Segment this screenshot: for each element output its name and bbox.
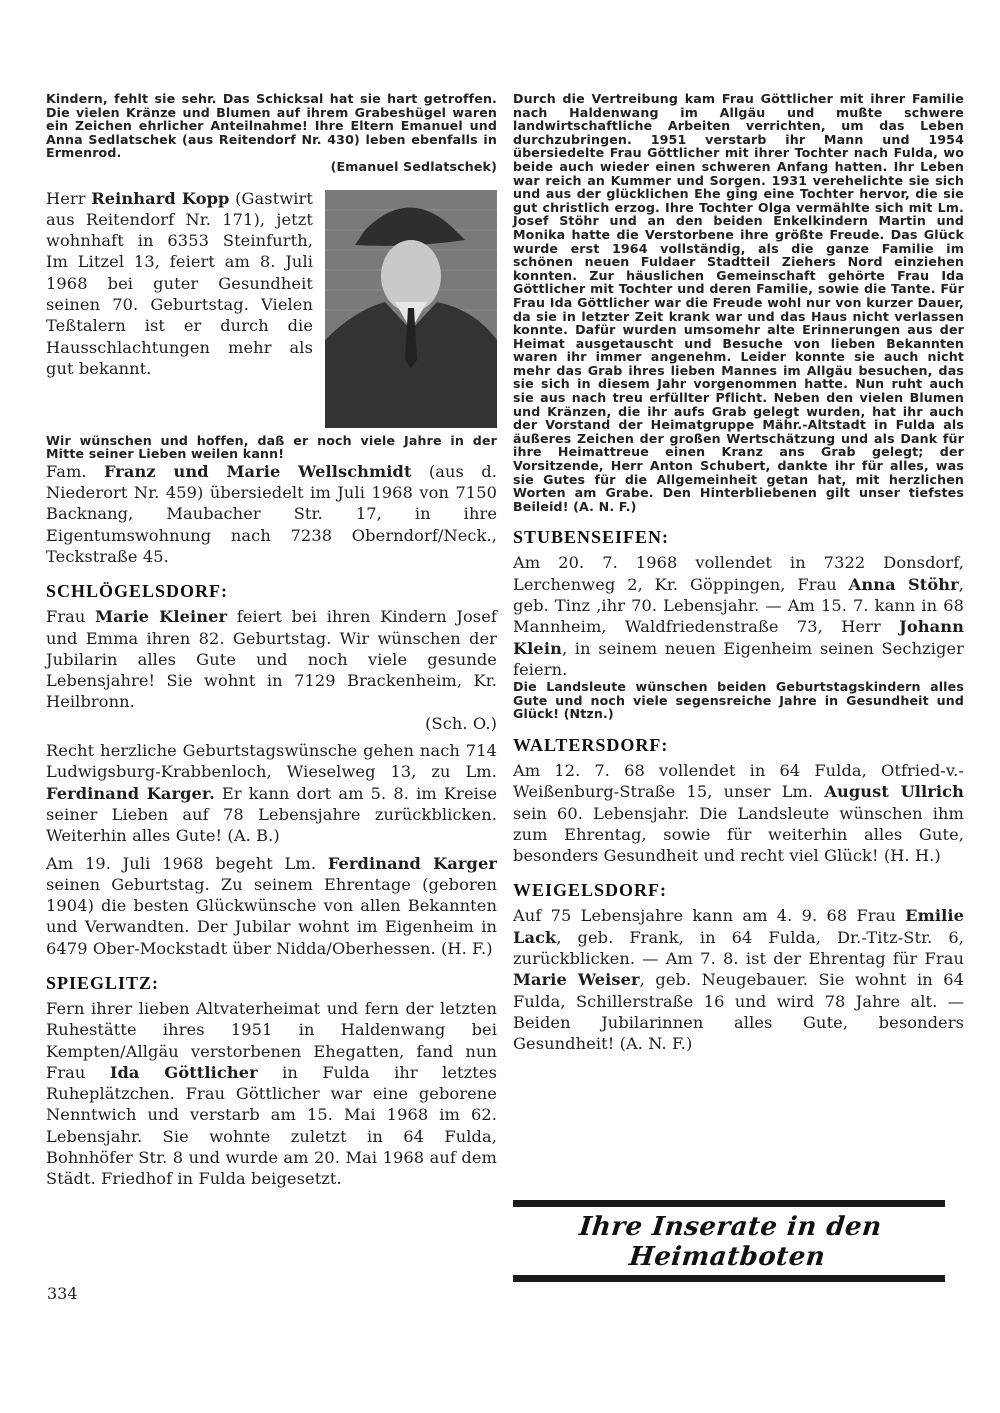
weigelsdorf-paragraph: Auf 75 Lebensjahre kann am 4. 9. 68 Frau Emilie Lack, geb. Frank, in 64 Fulda, Dr.-Titz-Str. 6, zurückblicken. — Am 7. 8. ist der Ehrentag für Frau Marie Weiser, geb. Neugebauer. Sie wohnt in 64 Fulda, Schillerstraße 16 und wird 78 Jahre alt. — Beiden Jubilarinnen alles Gute, besonders Gesundheit! (A. N. F.) — [513, 906, 964, 1054]
right-column — [513, 92, 964, 1055]
kopp-wish: Wir wünschen und hoffen, daß er noch viele Jahre in der Mitte seiner Lieben weilen kann! — [46, 432, 497, 462]
person-name: Ferdinand Karger. — [46, 783, 215, 803]
goettlicher-continued-paragraph: Durch die Vertreibung kam Frau Göttlicher mit ihrer Familie nach Haldenwang im Allgäu und mußte schwere landwirtschaftliche Arbeiten verrichten, um das Leben durchzubringen. 1951 verstarb ihr Mann und 1954 übersiedelte Frau Göttlicher mit ihrer Tochter nach Fulda, wo beide auch wieder einen schweren Anfang hatten. Ihr Leben war reich an Kummer und Sorgen. 1931 verehelichte sie sich und aus der glücklichen Ehe ging eine Tochter hervor, die sie gut christlich erzog. Ihre Tochter Olga vermählte sich mit Lm. Josef Stöhr und an den beiden Enkelkindern Martin und Monika hatte die Verstorbene ihre größte Freude. Das Glück wurde erst 1964 vollständig, als die ganze Familie im schönen neuen Fuldaer Stadtteil Ziehers Nord einziehen konnten. Zur häuslichen Gemeinschaft gehörte Frau Ida Göttlicher mit Tochter und deren Familie, sowie die Tante. Für Frau Ida Göttlicher war die Freude wohl nur von kurzer Dauer, da sie in letzter Zeit krank war und das Haus nicht verlassen konnte. Dafür wurden umsomehr alte Erinnerungen aus der Heimat ausgetauscht und Besuche von lieben Bekannten waren ihr immer angenehm. Leider konnte sie auch nicht mehr das Grab ihres lieben Mannes im Allgäu besuchen, das sie sich in diesem Jahr vorgenommen hatte. Nun ruht auch sie aus nach treu erfüllter Pflicht. Neben den vielen Blumen und Kränzen, die ihr aufs Grab gelegt wurden, hat ihr auch der Vorstand der Heimatgruppe Mähr.-Altstadt in Fulda als äußeres Zeichen der großen Wertschätzung und als Dank für ihre Heimattreue einen Kranz ans Grab gelegt; der Vorsitzende, Herr Anton Schubert, dankte ihr für alles, was sie Gutes für die Allgemeinheit getan hat, mit herzlichen Worten am Grabe. Den Hinterbliebenen gilt unser tiefstes Beileid! (A. N. F.) — [513, 91, 964, 514]
portrait-photo — [325, 190, 497, 428]
waltersdorf-paragraph: Am 12. 7. 68 vollendet in 64 Fulda, Otfried-v.-Weißenburg-Straße 15, unser Lm. August Ullrich sein 60. Lebensjahr. Die Landsleute wünschen ihm zum Ehrentag, sowie für weiterhin alles Gute, besonders Gesundheit und recht viel Glück! (H. H.) — [513, 760, 964, 866]
kleiner-signoff: (Sch. O.) — [425, 713, 497, 733]
section-heading-stubenseifen: STUBENSEIFEN: — [513, 527, 670, 548]
section-heading-spieglitz: SPIEGLITZ: — [46, 972, 160, 993]
spieglitz-paragraph: Fern ihrer lieben Altvaterheimat und fern der letzten Ruhestätte ihres 1951 in Haldenwang bei Kempten/Allgäu verstorbenen Ehegatten, fand nun Frau Ida Göttlicher in Fulda ihr letztes Ruheplätzchen. Frau Göttlicher war eine geborene Nenntwich und verstarb am 15. Mai 1968 im 62. Lebensjahr. Sie wohnte zuletzt in 64 Fulda, Bohnhöfer Str. 8 und wurde am 20. Mai 1968 auf dem Städt. Friedhof in Fulda beigesetzt. — [46, 998, 497, 1189]
person-name: Marie Weiser — [513, 970, 640, 990]
section-heading-waltersdorf: WALTERSDORF: — [513, 734, 669, 755]
section-heading-schloegelsdorf: SCHLÖGELSDORF: — [46, 581, 229, 602]
kleiner-paragraph: Frau Marie Kleiner feiert bei ihren Kindern Josef und Emma ihren 82. Geburtstag. Wir wünschen der Jubilarin alles Gute und noch viele gesunde Lebensjahre! Sie wohnt in 7129 Brackenheim, Kr. Heilbronn. — [46, 607, 497, 712]
intro-paragraph: Kindern, fehlt sie sehr. Das Schicksal hat sie hart getroffen. Die vielen Kränze und Blumen auf ihrem Grabeshügel waren ein Zeichen ehrlicher Anteilnahme! Ihre Eltern Emanuel und Anna Sedlatschek (aus Reitendorf Nr. 430) leben ebenfalls in Ermenrod. — [46, 91, 497, 161]
kopp-paragraph: Herr Reinhard Kopp (Gastwirt aus Reitendorf Nr. 171), jetzt wohnhaft in 6353 Steinfurth, Im Litzel 13, feiert am 8. Juli 1968 bei guter Gesundheit seinen 70. Geburtstag. Vielen Teßtalern ist er durch die Hausschlachtungen mehr als gut bekannt. — [46, 188, 313, 378]
portrait-image-icon — [325, 190, 497, 428]
page-number: 334 — [47, 1284, 78, 1303]
banner-text: Ihre Inserate in den Heimatboten — [577, 1212, 884, 1272]
person-name: Johann Klein — [513, 617, 964, 658]
person-name: Franz und Marie Wellschmidt — [104, 461, 412, 481]
person-name: Ida Göttlicher — [109, 1062, 258, 1082]
karger2-paragraph: Am 19. Juli 1968 begeht Lm. Ferdinand Karger seinen Geburtstag. Zu seinem Ehrentage (geboren 1904) die besten Glückwünsche von allen Bekannten und Verwandten. Der Jubilar wohnt im Eigenheim in 6479 Ober-Mockstadt über Nidda/Oberhessen. (H. F.) — [46, 853, 497, 958]
karger1-paragraph: Recht herzliche Geburtstagswünsche gehen nach 714 Ludwigsburg-Krabbenloch, Wieselweg 13, zu Lm. Ferdinand Karger. Er kann dort am 5. 8. im Kreise seiner Lieben auf 78 Lebensjahre zurückblicken. Weiterhin alles Gute! (A. B.) — [46, 741, 497, 846]
stubenseifen-wish: Die Landsleute wünschen beiden Geburtstagskindern alles Gute und noch viele segensreiche Jahre in Gesundheit und Glück! (Ntzn.) — [513, 679, 964, 722]
person-name: Marie Kleiner — [95, 607, 228, 627]
person-name: Emilie Lack — [513, 906, 964, 947]
left-column — [46, 92, 497, 1190]
stubenseifen-paragraph: Am 20. 7. 1968 vollendet in 7322 Donsdorf, Lerchenweg 2, Kr. Göppingen, Frau Anna Stöhr, geb. Tinz ,ihr 70. Lebensjahr. — Am 15. 7. kann in 68 Mannheim, Waldfriedenstraße 73, Herr Johann Klein, in seinem neuen Eigenheim seinen Sechziger feiern. — [513, 553, 964, 679]
banner-bottom-rule — [513, 1275, 945, 1282]
banner-top-rule — [513, 1200, 945, 1207]
advertisement-banner — [513, 1200, 945, 1282]
person-name: Reinhard Kopp — [91, 188, 230, 208]
person-name: Anna Stöhr — [848, 574, 959, 594]
section-heading-weigelsdorf: WEIGELSDORF: — [513, 880, 668, 901]
person-name: Ferdinand Karger — [327, 853, 497, 873]
intro-signoff: (Emanuel Sedlatschek) — [330, 158, 497, 174]
kopp-article — [46, 188, 497, 461]
wellschmidt-paragraph: Fam. Franz und Marie Wellschmidt (aus d. Niederort Nr. 459) übersiedelt im Juli 1968 von 7150 Backnang, Maubacher Str. 17, in ihre Eigentumswohnung nach 7238 Oberndorf/Neck., Teckstraße 45. — [46, 461, 497, 566]
person-name: August Ullrich — [824, 782, 964, 802]
